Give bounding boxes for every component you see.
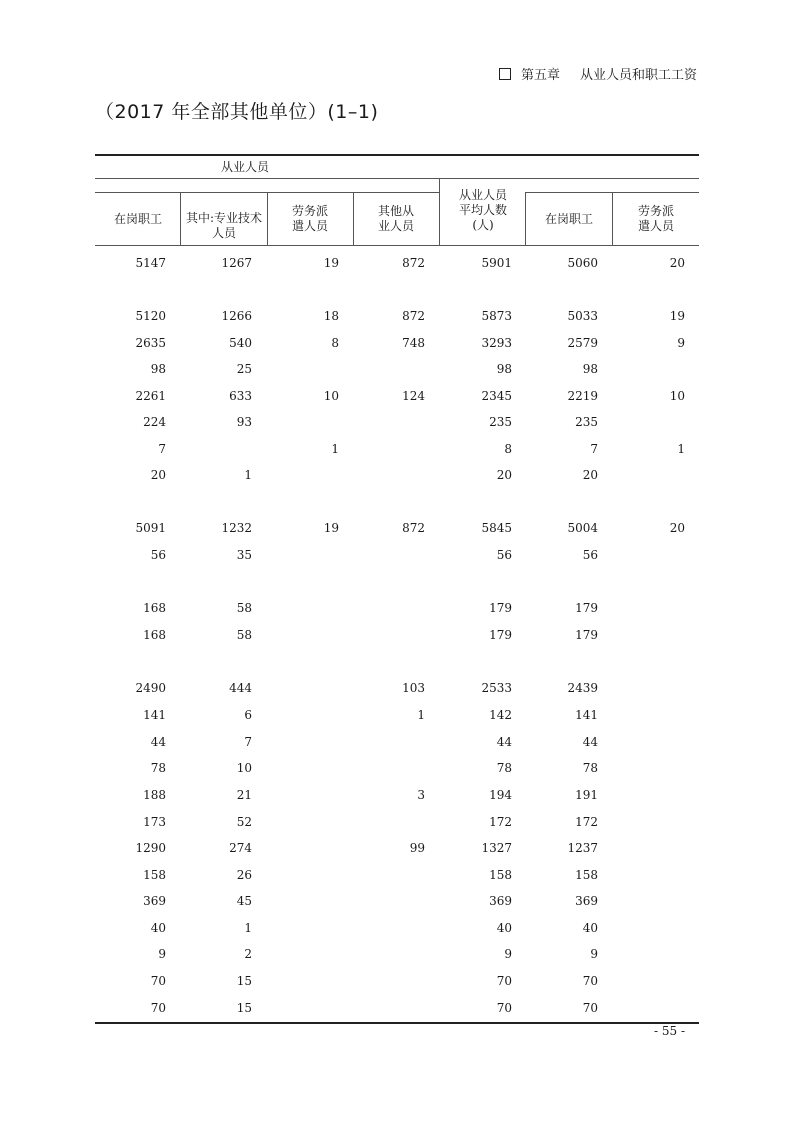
page-number: - 55 - — [653, 1024, 685, 1038]
checkbox-square-icon — [499, 68, 511, 80]
table-cell: 633 — [229, 389, 252, 403]
table-cell: 5060 — [567, 256, 598, 270]
chapter-label: 第五章 — [520, 68, 560, 83]
table-cell: 168 — [143, 601, 166, 615]
table-cell: 1327 — [481, 841, 512, 855]
table-cell: 5147 — [135, 256, 166, 270]
table-cell: 5004 — [567, 521, 598, 535]
table-cell: 35 — [236, 548, 252, 562]
table-cell: 7 — [244, 735, 252, 749]
table-cell: 18 — [323, 309, 339, 323]
group-header-rule — [95, 178, 699, 179]
table-cell: 52 — [236, 815, 252, 829]
table-cell: 540 — [229, 336, 252, 350]
table-cell: 8 — [504, 442, 512, 456]
header-professional-staff: 其中:专业技术人员 — [185, 211, 263, 240]
table-cell: 179 — [575, 601, 598, 615]
table-cell: 99 — [409, 841, 425, 855]
col-divider — [180, 192, 181, 245]
table-cell: 1 — [331, 442, 339, 456]
table-cell: 172 — [575, 815, 598, 829]
table-cell: 78 — [150, 761, 166, 775]
table-cell: 191 — [575, 788, 598, 802]
table-cell: 20 — [669, 256, 685, 270]
table-cell: 172 — [489, 815, 512, 829]
table-cell: 98 — [150, 362, 166, 376]
table-cell: 1267 — [221, 256, 252, 270]
table-cell: 78 — [582, 761, 598, 775]
table-cell: 235 — [575, 415, 598, 429]
header-dispatched-workers-avg: 劳务派遣人员 — [637, 204, 674, 233]
table-cell: 194 — [489, 788, 512, 802]
table-cell: 188 — [143, 788, 166, 802]
col-divider — [612, 192, 613, 245]
table-cell: 5901 — [481, 256, 512, 270]
table-cell: 369 — [575, 894, 598, 908]
table-cell: 2345 — [481, 389, 512, 403]
col-divider — [353, 192, 354, 245]
table-cell: 173 — [143, 815, 166, 829]
table-cell: 3 — [417, 788, 425, 802]
table-cell: 369 — [489, 894, 512, 908]
table-cell: 5845 — [481, 521, 512, 535]
table-cell: 9 — [504, 947, 512, 961]
table-cell: 3293 — [481, 336, 512, 350]
table-cell: 93 — [236, 415, 252, 429]
table-cell: 872 — [402, 256, 425, 270]
table-cell: 98 — [496, 362, 512, 376]
table-cell: 58 — [236, 628, 252, 642]
table-cell: 40 — [150, 921, 166, 935]
table-bottom-rule — [95, 1022, 699, 1024]
table-cell: 1290 — [135, 841, 166, 855]
table-cell: 78 — [496, 761, 512, 775]
table-cell: 168 — [143, 628, 166, 642]
table-cell: 70 — [496, 974, 512, 988]
table-cell: 179 — [489, 601, 512, 615]
table-cell: 103 — [402, 681, 425, 695]
table-cell: 26 — [236, 868, 252, 882]
table-cell: 10 — [669, 389, 685, 403]
table-cell: 20 — [496, 468, 512, 482]
table-cell: 2219 — [567, 389, 598, 403]
table-cell: 45 — [236, 894, 252, 908]
table-cell: 6 — [244, 708, 252, 722]
table-cell: 274 — [229, 841, 252, 855]
table-cell: 9 — [677, 336, 685, 350]
table-cell: 44 — [150, 735, 166, 749]
table-cell: 1237 — [567, 841, 598, 855]
table-cell: 2261 — [135, 389, 166, 403]
section-label: 从业人员和职工工资 — [579, 68, 697, 83]
table-cell: 158 — [143, 868, 166, 882]
table-cell: 70 — [582, 974, 598, 988]
table-cell: 1 — [677, 442, 685, 456]
table-cell: 124 — [402, 389, 425, 403]
table-cell: 224 — [143, 415, 166, 429]
table-cell: 8 — [331, 336, 339, 350]
table-cell: 1 — [244, 921, 252, 935]
table-cell: 5033 — [567, 309, 598, 323]
table-cell: 7 — [590, 442, 598, 456]
table-cell: 179 — [575, 628, 598, 642]
table-cell: 5120 — [135, 309, 166, 323]
table-cell: 2 — [244, 947, 252, 961]
table-cell: 19 — [669, 309, 685, 323]
table-cell: 10 — [323, 389, 339, 403]
table-cell: 15 — [236, 974, 252, 988]
table-cell: 10 — [236, 761, 252, 775]
header-other-employees: 其他从业人员 — [377, 204, 414, 233]
col-divider — [267, 192, 268, 245]
table-cell: 44 — [582, 735, 598, 749]
table-cell: 1 — [417, 708, 425, 722]
table-cell: 56 — [150, 548, 166, 562]
page-title: （2017 年全部其他单位）(1–1) — [95, 101, 379, 123]
table-cell: 98 — [582, 362, 598, 376]
table-cell: 141 — [575, 708, 598, 722]
table-cell: 5873 — [481, 309, 512, 323]
table-cell: 70 — [582, 1001, 598, 1015]
table-cell: 9 — [590, 947, 598, 961]
table-cell: 58 — [236, 601, 252, 615]
header-dispatched-workers: 劳务派遣人员 — [291, 204, 328, 233]
table-cell: 444 — [229, 681, 252, 695]
header-on-post-staff: 在岗职工 — [113, 212, 162, 226]
table-cell: 9 — [158, 947, 166, 961]
table-cell: 5091 — [135, 521, 166, 535]
table-cell: 1232 — [221, 521, 252, 535]
table-cell: 2533 — [481, 681, 512, 695]
table-cell: 21 — [236, 788, 252, 802]
table-cell: 25 — [236, 362, 252, 376]
table-cell: 40 — [496, 921, 512, 935]
running-head — [499, 64, 697, 83]
table-cell: 56 — [496, 548, 512, 562]
table-cell: 158 — [575, 868, 598, 882]
table-cell: 2635 — [135, 336, 166, 350]
table-cell: 872 — [402, 521, 425, 535]
table-cell: 70 — [496, 1001, 512, 1015]
table-cell: 20 — [150, 468, 166, 482]
table-cell: 158 — [489, 868, 512, 882]
table-cell: 70 — [150, 974, 166, 988]
table-cell: 44 — [496, 735, 512, 749]
col-divider — [439, 178, 440, 245]
header-bottom-rule — [95, 245, 699, 246]
table-cell: 2579 — [567, 336, 598, 350]
table-cell: 235 — [489, 415, 512, 429]
table-cell: 19 — [323, 256, 339, 270]
table-cell: 70 — [150, 1001, 166, 1015]
table-cell: 142 — [489, 708, 512, 722]
table-cell: 20 — [669, 521, 685, 535]
table-cell: 2490 — [135, 681, 166, 695]
table-cell: 141 — [143, 708, 166, 722]
table-cell: 748 — [402, 336, 425, 350]
table-cell: 2439 — [567, 681, 598, 695]
header-group-employees: 从业人员 — [220, 160, 269, 174]
table-cell: 15 — [236, 1001, 252, 1015]
table-cell: 19 — [323, 521, 339, 535]
table-cell: 40 — [582, 921, 598, 935]
table-cell: 369 — [143, 894, 166, 908]
table-top-rule — [95, 154, 699, 156]
table-cell: 872 — [402, 309, 425, 323]
table-cell: 1266 — [221, 309, 252, 323]
header-on-post-staff-avg: 在岗职工 — [544, 212, 593, 226]
table-cell: 1 — [244, 468, 252, 482]
col-divider — [525, 192, 526, 245]
table-cell: 20 — [582, 468, 598, 482]
header-average-employees: 从业人员平均人数(人) — [458, 188, 507, 232]
table-cell: 179 — [489, 628, 512, 642]
table-cell: 7 — [158, 442, 166, 456]
table-cell: 56 — [582, 548, 598, 562]
